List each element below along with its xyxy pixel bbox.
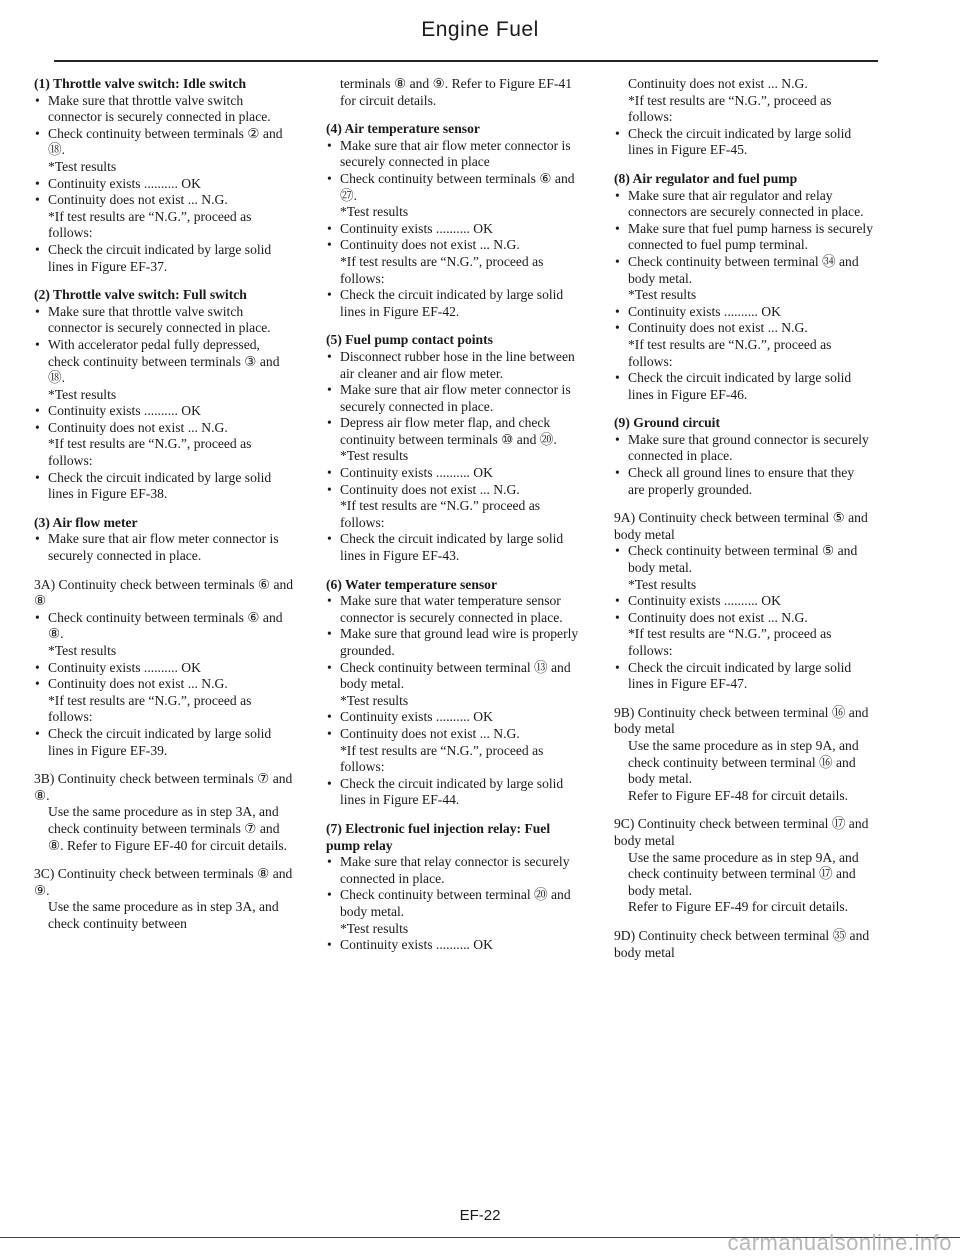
bullet-item: • Continuity exists .......... OK [34, 176, 294, 193]
bullet-item: • Check the circuit indicated by large solid lines in Figure EF-37. [34, 242, 294, 275]
bullet-item: • Check the circuit indicated by large solid lines in Figure EF-46. [614, 370, 874, 403]
subsection-heading: 3B) Continuity check between terminals ⑦ and ⑧. [34, 771, 293, 803]
result-note: *If test results are “N.G.”, proceed as follows: [628, 336, 832, 369]
bullet-item: • Check the circuit indicated by large solid lines in Figure EF-38. [34, 470, 294, 503]
result-note: *Test results [340, 448, 409, 464]
body-text: Use the same procedure as in step 3A, and check continuity between [48, 899, 279, 931]
bullet-item: • Make sure that ground lead wire is properly grounded. [326, 626, 586, 659]
body-text: Use the same procedure as in step 3A, and check continuity between terminals ⑦ and ⑧. Refer to Figure EF-40 for circuit details. [48, 804, 288, 853]
bullet-item: • Check all ground lines to ensure that they are properly grounded. [614, 465, 874, 498]
body-text: Refer to Figure EF-48 for circuit details. [628, 787, 849, 803]
bullet-item: • Check continuity between terminal ⑬ and body metal. [326, 660, 586, 693]
result-note: *Test results [628, 576, 697, 592]
section-heading: (2) Throttle valve switch: Full switch [34, 287, 247, 303]
result-note: *If test results are “N.G.”, proceed as follows: [340, 742, 544, 775]
bullet-item: • Check the circuit indicated by large solid lines in Figure EF-44. [326, 776, 586, 809]
result-note: *If test results are “N.G.” proceed as follows: [340, 498, 541, 530]
bullet-item: • Continuity exists .......... OK [34, 660, 294, 677]
body-text: terminals ⑧ and ⑨. Refer to Figure EF-41 for circuit details. [340, 76, 573, 108]
result-note: Continuity does not exist ... N.G. [628, 76, 808, 91]
bullet-item: • Continuity exists .......... OK [614, 304, 874, 321]
bullet-item: • Continuity does not exist ... N.G. [614, 320, 874, 337]
bullet-item: • Make sure that ground connector is securely connected in place. [614, 432, 874, 465]
result-note: *Test results [48, 158, 117, 174]
subsection-heading: 9A) Continuity check between terminal ⑤ and body metal [614, 510, 868, 542]
result-note: *Test results [48, 643, 117, 658]
bullet-item: • Check continuity between terminals ② and ⑱. [34, 126, 294, 159]
body-text: Use the same procedure as in step 9A, and check continuity between terminal ⑯ and body metal. [628, 737, 859, 787]
bullet-item: • Continuity exists .......... OK [34, 403, 294, 420]
bullet-item: • Disconnect rubber hose in the line between air cleaner and air flow meter. [326, 349, 586, 382]
result-note: *If test results are “N.G.”, proceed as follows: [340, 253, 544, 286]
result-note: *Test results [340, 204, 409, 220]
bullet-item: • Continuity exists .......... OK [326, 709, 586, 726]
subsection-heading: 9D) Continuity check between terminal ㉟ and body metal [614, 927, 870, 960]
bullet-item: • Check the circuit indicated by large solid lines in Figure EF-43. [326, 531, 586, 564]
section-heading: (3) Air flow meter [34, 514, 138, 530]
bullet-item: • Check continuity between terminals ⑥ and ㉗. [326, 171, 586, 204]
bullet-item: • Continuity exists .......... OK [326, 937, 586, 954]
bullet-item: • Make sure that air flow meter connector is securely connected in place. [34, 531, 294, 564]
bullet-item: • Continuity does not exist ... N.G. [34, 192, 294, 209]
bullet-item: • Make sure that throttle valve switch connector is securely connected in place. [34, 304, 294, 337]
bullet-item: • Check continuity between terminal ⑳ and body metal. [326, 887, 586, 920]
section-heading: (4) Air temperature sensor [326, 121, 480, 137]
result-note: *Test results [340, 920, 409, 936]
bullet-item: • Continuity does not exist ... N.G. [326, 726, 586, 743]
bullet-item: • Continuity does not exist ... N.G. [34, 676, 294, 693]
bullet-item: • Continuity exists .......... OK [326, 221, 586, 238]
result-note: *If test results are “N.G.”, proceed as follows: [48, 436, 252, 469]
watermark: carmanualsonline.info [727, 1230, 952, 1255]
bullet-item: • Continuity exists .......... OK [326, 465, 586, 482]
bullet-item: • Continuity does not exist ... N.G. [326, 237, 586, 254]
subsection-heading: 3C) Continuity check between terminals ⑧ and ⑨. [34, 866, 293, 898]
result-note: *Test results [628, 287, 697, 303]
bullet-item: • Continuity does not exist ... N.G. [34, 420, 294, 437]
body-text: Use the same procedure as in step 9A, and check continuity between terminal ⑰ and body metal. [628, 849, 859, 898]
bullet-item: • Check the circuit indicated by large solid lines in Figure EF-39. [34, 726, 294, 759]
subsection-heading: 9C) Continuity check between terminal ⑰ and body metal [614, 816, 869, 848]
bullet-item: • Continuity does not exist ... N.G. [326, 482, 586, 499]
header-rule [54, 60, 878, 62]
body-text: Refer to Figure EF-49 for circuit details. [628, 899, 849, 915]
section-heading: (7) Electronic fuel injection relay: Fuel pump relay [326, 820, 551, 853]
result-note: *If test results are “N.G.”, proceed as follows: [628, 626, 832, 658]
section-heading: (9) Ground circuit [614, 415, 720, 431]
page-header-title: Engine Fuel [421, 18, 539, 41]
bullet-item: • Continuity does not exist ... N.G. [614, 610, 874, 627]
result-note: *Test results [48, 386, 117, 402]
bullet-item: • Make sure that air regulator and relay connectors are securely connected in place. [614, 188, 874, 221]
result-note: *Test results [340, 692, 409, 708]
bullet-item: • Check the circuit indicated by large solid lines in Figure EF-47. [614, 660, 874, 693]
bullet-item: • Make sure that fuel pump harness is securely connected to fuel pump terminal. [614, 221, 874, 254]
bullet-item: • Check continuity between terminals ⑥ and ⑧. [34, 610, 294, 643]
bullet-item: • Check the circuit indicated by large solid lines in Figure EF-42. [326, 287, 586, 320]
bullet-item: • Make sure that air flow meter connector is securely connected in place. [326, 382, 586, 415]
section-heading: (1) Throttle valve switch: Idle switch [34, 76, 247, 91]
bullet-item: • Make sure that air flow meter connector is securely connected in place [326, 138, 586, 171]
subsection-heading: 3A) Continuity check between terminals ⑥ and ⑧ [34, 576, 294, 609]
section-heading: (6) Water temperature sensor [326, 576, 498, 592]
section-heading: (8) Air regulator and fuel pump [614, 170, 798, 186]
bullet-item: • Continuity exists .......... OK [614, 593, 874, 610]
result-note: *If test results are “N.G.”, proceed as follows: [48, 692, 252, 725]
bullet-item: • Make sure that water temperature sensor connector is securely connected in place. [326, 593, 586, 626]
subsection-heading: 9B) Continuity check between terminal ⑯ and body metal [614, 704, 869, 737]
bullet-item: • With accelerator pedal fully depressed, check continuity between terminals ③ and ⑱. [34, 337, 294, 387]
page-number: EF-22 [459, 1207, 501, 1224]
column-right [614, 76, 874, 961]
bullet-item: • Depress air flow meter flap, and check continuity between terminals ⑩ and ⑳. [326, 415, 586, 448]
bullet-item: • Make sure that throttle valve switch connector is securely connected in place. [34, 93, 294, 126]
result-note: *If test results are “N.G.”, proceed as follows: [48, 208, 252, 241]
section-heading: (5) Fuel pump contact points [326, 332, 493, 348]
column-left [34, 76, 294, 933]
bullet-item: • Check continuity between terminal ⑤ and body metal. [614, 543, 874, 576]
bullet-item: • Check the circuit indicated by large solid lines in Figure EF-45. [614, 126, 874, 159]
column-middle [326, 76, 586, 954]
bullet-item: • Make sure that relay connector is securely connected in place. [326, 854, 586, 887]
result-note: *If test results are “N.G.”, proceed as follows: [628, 92, 832, 125]
bullet-item: • Check continuity between terminal ㉞ and body metal. [614, 254, 874, 287]
